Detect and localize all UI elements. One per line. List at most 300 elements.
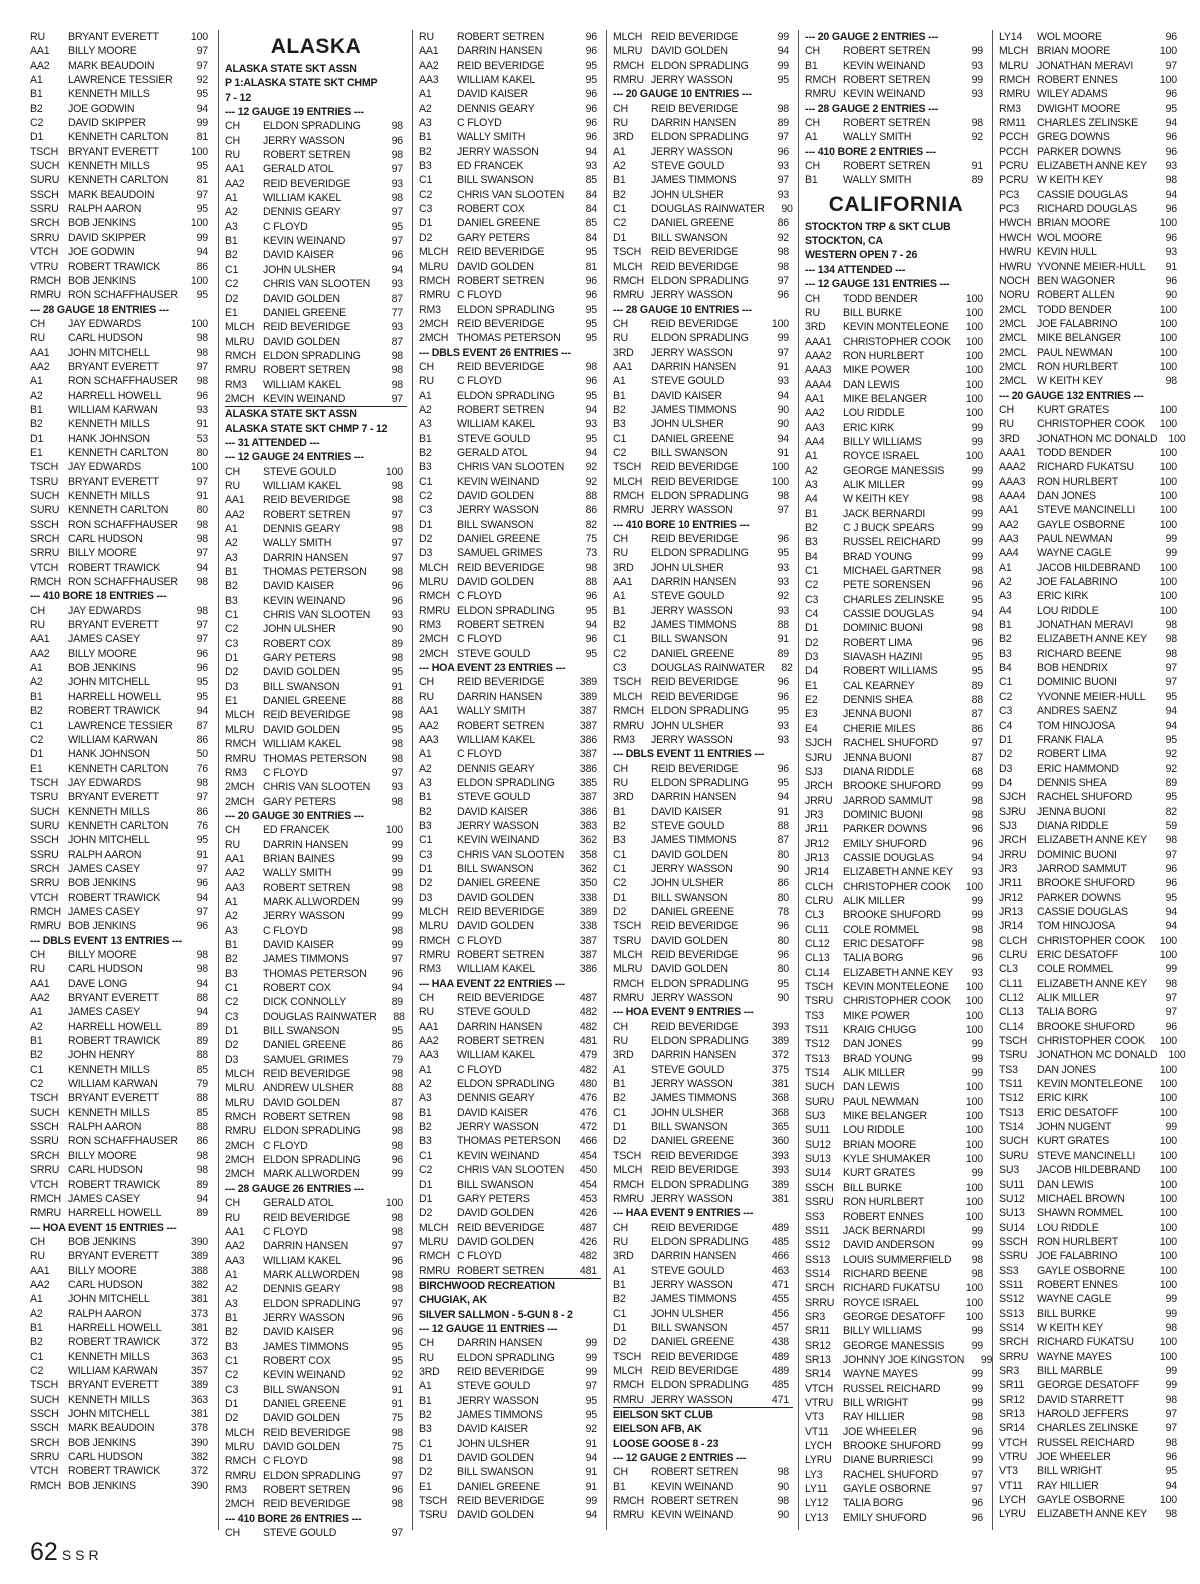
shooter-name: PARKER DOWNS (1037, 145, 1121, 158)
score: 96 (585, 117, 597, 130)
result-row (30, 561, 212, 575)
shooter-name: JOHN ULSHER (651, 719, 724, 732)
score: 95 (196, 834, 208, 847)
result-row (805, 1166, 987, 1180)
shooter-name: ELIZABETH ANNE KEY (843, 866, 954, 879)
class-code: RM3 (419, 963, 441, 976)
score: 96 (777, 289, 789, 302)
shooter-name: KENNETH MILLS (68, 1063, 150, 1076)
class-code: RMRU (613, 1509, 644, 1522)
shooter-name: RACHEL SHUFORD (1037, 791, 1133, 804)
shooter-name: WILLIAM KAKEL (457, 733, 536, 746)
class-code: SURU (805, 1095, 835, 1108)
class-code: 2MCH (225, 1154, 255, 1167)
class-code: TSCH (30, 461, 59, 474)
score: 100 (965, 407, 983, 420)
class-code: SJ3 (999, 819, 1017, 832)
result-row (225, 981, 407, 995)
class-code: CL11 (999, 977, 1023, 990)
shooter-name: CASSIE DOUGLAS (1037, 188, 1128, 201)
score: 91 (777, 633, 789, 646)
class-code: PCRU (999, 160, 1029, 173)
class-code: RMCH (613, 1178, 644, 1191)
result-row (419, 1221, 601, 1235)
score: 80 (777, 848, 789, 861)
score: 99 (971, 464, 983, 477)
shooter-name: MARK ALLWORDEN (263, 1268, 360, 1281)
club-heading: EIELSON AFB, AK (613, 1423, 702, 1436)
result-row (30, 1020, 212, 1034)
event-heading: --- HAA EVENT 9 ENTRIES --- (613, 1207, 754, 1220)
shooter-name: DAVID GOLDEN (457, 260, 534, 273)
score: 99 (971, 1339, 983, 1352)
shooter-name: MIKE POWER (843, 1009, 910, 1022)
score: 98 (391, 795, 403, 808)
result-row (225, 378, 407, 392)
result-row (805, 1210, 987, 1224)
result-row (30, 145, 212, 159)
class-code: SSRU (805, 1196, 834, 1209)
result-row (30, 1163, 212, 1177)
page-number: 62 (30, 1538, 58, 1566)
shooter-name: JOHN ULSHER (263, 623, 336, 636)
class-code: CH (613, 317, 628, 330)
score: 476 (579, 1092, 597, 1105)
class-code: D1 (30, 131, 44, 144)
shooter-name: DOUGLAS RAINWATER (651, 203, 765, 216)
class-code: C1 (419, 174, 433, 187)
class-code: D1 (613, 231, 627, 244)
result-row (419, 317, 601, 331)
shooter-name: DENNIS GEARY (263, 1283, 341, 1296)
result-row (225, 909, 407, 923)
score: 98 (777, 490, 789, 502)
result-row (225, 852, 407, 866)
class-code: TSCH (613, 246, 642, 259)
class-code: A2 (225, 206, 238, 219)
shooter-name: ROBERT SETREN (843, 160, 931, 173)
shooter-name: C FLOYD (457, 633, 502, 646)
class-code: SSRU (30, 1135, 59, 1148)
shooter-name: JOHN ULSHER (263, 263, 336, 276)
result-row (613, 991, 793, 1005)
shooter-name: BRAD YOUNG (843, 550, 913, 563)
class-code: E3 (805, 708, 818, 721)
shooter-name: MARK BEAUDOIN (68, 1422, 155, 1435)
result-row (613, 661, 793, 675)
result-row (30, 1264, 212, 1278)
shooter-name: REID BEVERIDGE (651, 949, 739, 961)
class-code: RMRU (225, 752, 256, 765)
shooter-name: LOU RIDDLE (843, 407, 905, 420)
result-row (419, 647, 601, 661)
class-code: AA3 (225, 881, 245, 894)
result-row (225, 1110, 407, 1124)
score: 96 (1165, 1451, 1177, 1464)
result-row (419, 188, 601, 202)
score: 95 (1165, 733, 1177, 746)
class-code: CH (225, 1527, 240, 1540)
score: 96 (391, 1254, 403, 1267)
score: 88 (585, 490, 597, 502)
class-code: B1 (805, 507, 818, 520)
shooter-name: C FLOYD (457, 748, 502, 761)
shooter-name: LAWRENCE TESSIER (68, 719, 173, 732)
result-row (419, 1508, 601, 1522)
score: 94 (777, 45, 789, 58)
class-code: C2 (30, 733, 44, 746)
score: 98 (391, 479, 403, 492)
shooter-name: KEVIN HULL (1037, 246, 1097, 259)
class-code: SS13 (999, 1307, 1025, 1320)
score: 93 (391, 321, 403, 334)
class-code: CH (613, 1020, 628, 1033)
result-row (30, 948, 212, 962)
class-code: SSCH (30, 1121, 59, 1134)
class-code: SSCH (999, 1235, 1028, 1248)
shooter-name: BOB HENDRIX (1037, 662, 1108, 675)
result-row (999, 805, 1181, 819)
score: 95 (777, 977, 789, 990)
class-code: AA2 (805, 407, 825, 420)
class-code: CH (805, 292, 820, 305)
score: 96 (1165, 274, 1177, 287)
score: 373 (190, 1307, 208, 1320)
class-code: PCCH (999, 131, 1029, 144)
result-row (613, 1221, 793, 1235)
result-row (30, 417, 212, 431)
result-row (613, 173, 793, 187)
result-row (613, 1091, 793, 1105)
shooter-name: GAYLE OSBORNE (1037, 1264, 1125, 1277)
shooter-name: JAY EDWARDS (68, 317, 141, 330)
shooter-name: CHERIE MILES (843, 722, 916, 735)
shooter-name: ROBERT SETREN (263, 1111, 351, 1124)
result-row (419, 73, 601, 87)
score: 466 (579, 1135, 597, 1148)
result-row (999, 360, 1181, 374)
score: 96 (196, 389, 208, 402)
class-code: SU14 (999, 1221, 1025, 1234)
shooter-name: BILL BURKE (843, 306, 902, 319)
class-code: MLCH (419, 1221, 449, 1234)
result-row (30, 532, 212, 546)
score: 482 (579, 1063, 597, 1076)
result-row (225, 493, 407, 507)
class-code: D2 (225, 1412, 239, 1425)
result-row (225, 1053, 407, 1067)
score: 94 (585, 1452, 597, 1465)
score: 96 (1165, 1020, 1177, 1033)
result-row (613, 1149, 793, 1163)
shooter-name: KEVIN WEINAND (457, 834, 540, 847)
shooter-name: BILL BURKE (843, 1181, 902, 1194)
shooter-name: KENNETH MILLS (68, 418, 150, 431)
score: 381 (771, 1078, 789, 1091)
shooter-name: WALLY SMITH (843, 131, 912, 144)
result-row (30, 1235, 212, 1249)
result-row (999, 145, 1181, 159)
score: 99 (971, 421, 983, 434)
class-code: MLRU (225, 1096, 255, 1109)
score: 97 (196, 45, 208, 58)
shooter-name: WILLIAM KAKEL (457, 963, 536, 976)
result-row (805, 937, 987, 951)
score: 91 (196, 490, 208, 502)
class-code: CH (613, 1221, 628, 1234)
result-row (419, 790, 601, 804)
class-code: RMRU (419, 949, 450, 961)
score: 96 (777, 920, 789, 933)
result-row (419, 862, 601, 876)
shooter-name: ELDON SPRADLING (457, 776, 555, 789)
score: 88 (777, 619, 789, 632)
shooter-name: WILLIAM KAKEL (263, 192, 342, 205)
shooter-name: KEVIN WEINAND (651, 1480, 734, 1493)
score: 97 (196, 360, 208, 373)
score: 98 (391, 881, 403, 894)
class-code: CLCH (999, 934, 1028, 947)
result-row (613, 1335, 793, 1349)
result-row (225, 737, 407, 751)
score: 94 (585, 403, 597, 416)
result-row (999, 962, 1181, 976)
score: 97 (777, 346, 789, 359)
result-row (613, 977, 793, 991)
shooter-name: C FLOYD (263, 1139, 308, 1152)
result-row (30, 833, 212, 847)
shooter-name: DOMINIC BUONI (1037, 848, 1117, 861)
score: 454 (579, 1149, 597, 1162)
result-row (225, 1038, 407, 1052)
score: 91 (971, 160, 983, 173)
score: 100 (965, 1009, 983, 1022)
class-code: A1 (419, 389, 432, 402)
result-row (999, 1378, 1181, 1392)
result-row (419, 1005, 601, 1019)
results-column (798, 30, 991, 1530)
result-row (225, 1010, 407, 1024)
class-code: B3 (419, 160, 432, 173)
score: 96 (585, 375, 597, 388)
score: 389 (190, 1250, 208, 1263)
result-row (30, 1278, 212, 1292)
class-code: A1 (805, 450, 818, 463)
class-code: SRCH (805, 1282, 835, 1295)
result-row (30, 647, 212, 661)
result-row (999, 59, 1181, 73)
class-code: AA3 (419, 74, 439, 87)
score: 94 (196, 705, 208, 718)
shooter-name: BILL SWANSON (457, 174, 534, 187)
class-code: LY14 (999, 31, 1023, 43)
score: 90 (777, 1509, 789, 1522)
class-code: SUCH (805, 1081, 835, 1094)
result-row (805, 87, 987, 101)
score: 79 (196, 1078, 208, 1091)
shooter-name: JAMES TIMMONS (651, 1293, 737, 1306)
score: 99 (971, 1454, 983, 1467)
class-code: A2 (805, 464, 818, 477)
result-row (225, 1081, 407, 1095)
result-row (419, 934, 601, 948)
score: 378 (190, 1422, 208, 1435)
score: 94 (196, 102, 208, 115)
shooter-name: DAVID KAISER (263, 938, 334, 951)
score: 97 (391, 1527, 403, 1540)
class-code: A1 (225, 523, 238, 535)
shooter-name: HAROLD JEFFERS (1037, 1408, 1129, 1420)
result-row (999, 1034, 1181, 1048)
result-row (419, 489, 601, 503)
result-row (419, 231, 601, 245)
shooter-name: KENNETH CARLTON (68, 819, 169, 832)
score: 100 (965, 1181, 983, 1194)
shooter-name: REID BEVERIDGE (263, 321, 351, 334)
class-code: D2 (805, 636, 819, 649)
shooter-name: JOE WHEELER (843, 1425, 917, 1438)
score: 93 (391, 177, 403, 190)
shooter-name: TODD BENDER (1037, 446, 1112, 459)
shooter-name: CHRISTOPHER COOK (1037, 418, 1145, 431)
score: 97 (777, 131, 789, 144)
shooter-name: BEN WAGONER (1037, 274, 1116, 287)
shooter-name: ELDON SPRADLING (651, 1035, 749, 1048)
shooter-name: JOHN ULSHER (457, 1437, 530, 1450)
score: 97 (391, 1469, 403, 1482)
score: 97 (391, 1240, 403, 1253)
class-code: RMRU (225, 1469, 256, 1482)
class-code: RU (613, 117, 628, 130)
class-code: RMCH (613, 1495, 644, 1508)
class-code: C3 (419, 848, 433, 861)
result-row (805, 1468, 987, 1482)
score: 92 (1165, 762, 1177, 775)
class-code: AAA4 (805, 378, 832, 391)
shooter-name: DAVID GOLDEN (457, 576, 534, 589)
score: 90 (391, 623, 403, 636)
score: 99 (1165, 1379, 1177, 1392)
result-row (613, 489, 793, 503)
score: 95 (971, 651, 983, 664)
score: 485 (771, 1379, 789, 1392)
result-row (30, 374, 212, 388)
class-code: D3 (419, 891, 433, 904)
shooter-name: ELDON SPRADLING (263, 1154, 361, 1167)
event-heading: --- HAA EVENT 22 ENTRIES --- (419, 977, 565, 990)
class-code: RM3 (419, 619, 441, 632)
score: 100 (1159, 1092, 1177, 1105)
shooter-name: BOB JENKINS (68, 662, 136, 675)
result-row (613, 145, 793, 159)
result-row (225, 766, 407, 780)
result-row (999, 546, 1181, 560)
score: 463 (771, 1264, 789, 1277)
class-code: 2MCH (419, 647, 449, 660)
shooter-name: KEVIN WEINAND (263, 392, 346, 405)
shooter-name: REID BEVERIDGE (651, 533, 739, 546)
score: 389 (190, 1379, 208, 1392)
score: 100 (1159, 418, 1177, 431)
result-row (999, 905, 1181, 919)
shooter-name: JERRY WASSON (457, 1394, 539, 1407)
score: 76 (196, 762, 208, 775)
class-code: A1 (419, 88, 432, 101)
result-row (419, 417, 601, 431)
score: 453 (579, 1192, 597, 1205)
shooter-name: JAY EDWARDS (68, 604, 141, 617)
result-row (999, 1221, 1181, 1235)
result-row (805, 880, 987, 894)
score: 100 (1159, 1235, 1177, 1248)
shooter-name: ELIZABETH ANNE KEY (1037, 834, 1148, 847)
shooter-name: LOU RIDDLE (843, 1124, 905, 1137)
shooter-name: STEVE GOULD (457, 1380, 531, 1393)
score: 100 (1159, 561, 1177, 574)
score: 98 (777, 102, 789, 115)
score: 85 (196, 1106, 208, 1119)
result-row (419, 288, 601, 302)
class-code: JR14 (805, 866, 829, 879)
class-code: SU12 (999, 1192, 1025, 1205)
result-row (419, 618, 601, 632)
score: 97 (777, 504, 789, 517)
result-row (999, 260, 1181, 274)
score: 481 (579, 1035, 597, 1048)
result-row (999, 747, 1181, 761)
class-code: SS3 (805, 1210, 825, 1223)
class-code: AA2 (419, 1035, 439, 1048)
class-code: SSRU (30, 203, 59, 216)
score: 95 (971, 665, 983, 678)
result-row (999, 44, 1181, 58)
result-row (419, 905, 601, 919)
result-row (805, 349, 987, 363)
shooter-name: DAVID KAISER (263, 580, 334, 593)
class-code: RU (30, 332, 45, 345)
shooter-name: KEVIN MONTELEONE (1037, 1078, 1143, 1091)
result-row (805, 449, 987, 463)
score: 375 (771, 1063, 789, 1076)
class-code: 2MCH (225, 1498, 255, 1511)
class-code: C3 (999, 705, 1013, 718)
class-code: E1 (30, 762, 43, 775)
shooter-name: GARY PETERS (457, 1192, 530, 1205)
class-code: B2 (613, 819, 626, 832)
class-code: TS13 (805, 1052, 830, 1065)
result-row (30, 790, 212, 804)
shooter-name: DAVID KAISER (457, 1106, 528, 1119)
score: 100 (965, 1138, 983, 1151)
score: 88 (777, 819, 789, 832)
score: 96 (585, 274, 597, 287)
shooter-name: DAVID KAISER (651, 805, 722, 818)
class-code: 2MCL (999, 332, 1027, 345)
score: 94 (1165, 705, 1177, 718)
shooter-name: BILLY MOORE (68, 1149, 137, 1162)
score: 385 (579, 776, 597, 789)
class-code: MLRU (419, 920, 449, 933)
score: 98 (1165, 1436, 1177, 1449)
score: 94 (196, 1006, 208, 1019)
result-row (225, 1139, 407, 1153)
shooter-name: ROYCE ISRAEL (843, 450, 919, 463)
score: 382 (190, 1451, 208, 1464)
score: 358 (579, 848, 597, 861)
class-code: SSRU (30, 848, 59, 861)
shooter-name: GERALD ATOL (263, 163, 334, 176)
class-code: LYRU (805, 1454, 832, 1467)
